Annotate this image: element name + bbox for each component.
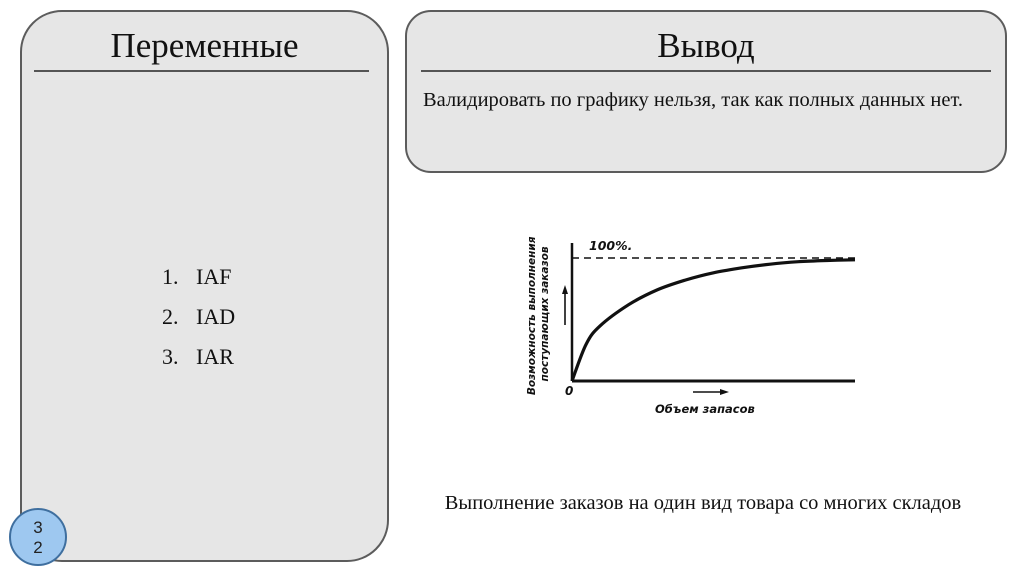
variables-title-divider — [34, 70, 369, 72]
conclusion-panel — [405, 10, 1007, 173]
x-axis-label: Объем запасов — [655, 402, 755, 416]
list-item-number: 1. — [162, 264, 179, 289]
chart-caption: Выполнение заказов на один вид товара со многих складов — [444, 492, 962, 514]
list-item-label: IAD — [196, 304, 236, 329]
list-item — [162, 344, 235, 384]
annotation-label: 100%. — [589, 238, 633, 253]
slide-number-badge — [9, 508, 67, 566]
list-item — [162, 264, 235, 304]
fulfillment-curve — [572, 260, 855, 381]
list-item-label: IAF — [196, 264, 232, 289]
conclusion-text: Валидировать по графику нельзя, так как полных данных нет. — [423, 89, 964, 111]
conclusion-title-divider — [421, 70, 991, 72]
list-item-number: 2. — [162, 304, 179, 329]
order-fulfillment-chart — [505, 225, 885, 425]
y-axis-label: Возможность выполнения поступающих заказов — [526, 236, 551, 396]
slide-number-digit: 3 — [33, 518, 43, 537]
origin-label: 0 — [565, 384, 574, 398]
list-item — [162, 304, 235, 344]
x-axis-arrow — [693, 389, 729, 395]
variables-list — [162, 264, 235, 384]
slide-number-digit: 2 — [33, 538, 43, 557]
list-item-label: IAR — [196, 344, 234, 369]
y-axis-arrow — [562, 285, 568, 325]
variables-panel — [20, 10, 389, 562]
variables-title: Переменные — [110, 26, 299, 65]
list-item-number: 3. — [162, 344, 179, 369]
conclusion-title: Вывод — [657, 26, 755, 65]
